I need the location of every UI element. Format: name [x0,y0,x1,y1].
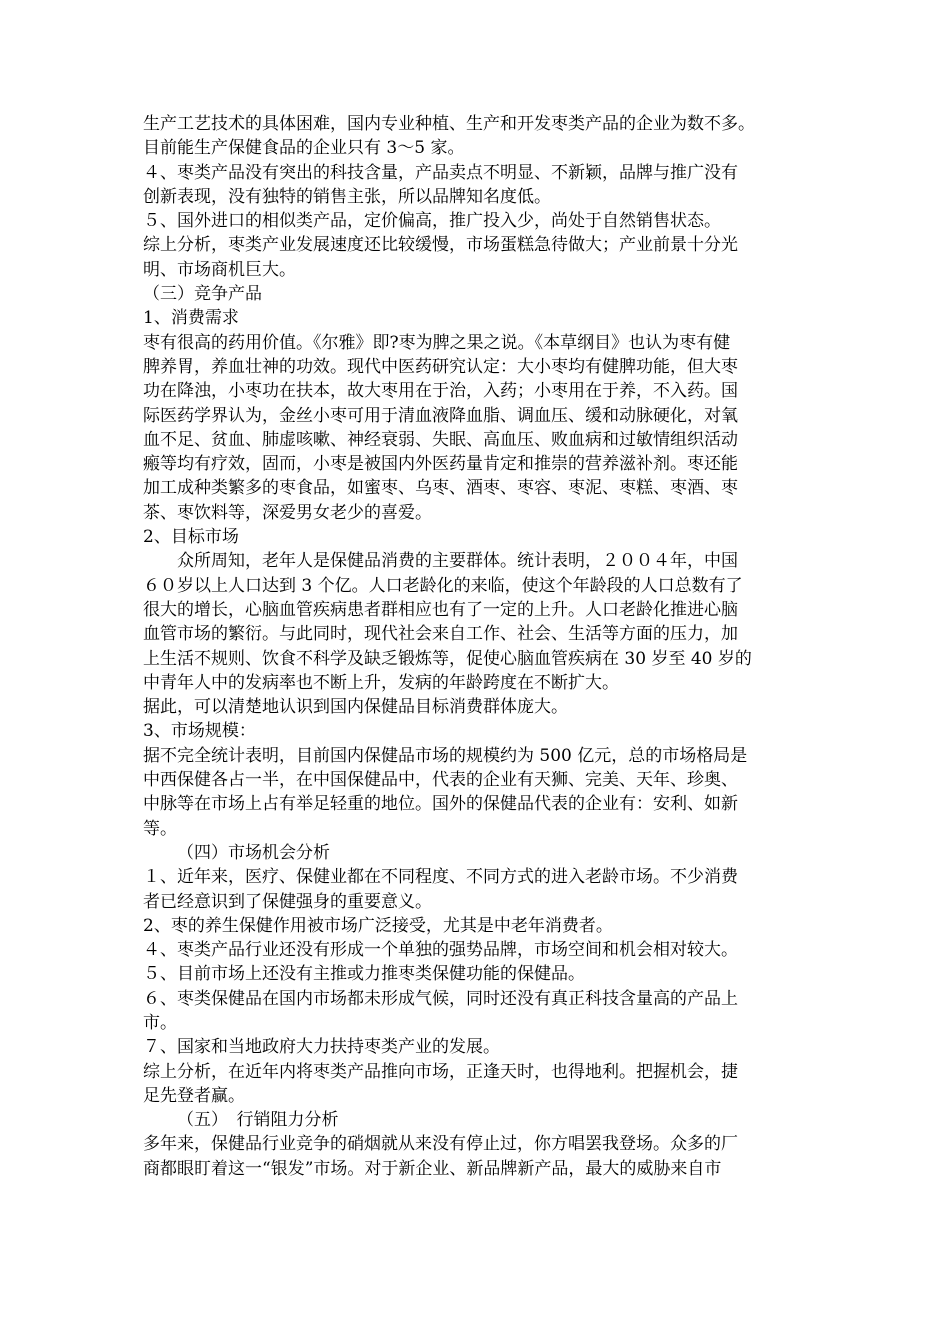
text-line: 据此，可以清楚地认识到国内保健品目标消费群体庞大。 [143,697,568,718]
text-line: 商都眼盯着这一“银发”市场。对于新企业、新品牌新产品，最大的威胁来自市 [143,1158,722,1179]
text-line: （五） 行销阻力分析 [177,1110,339,1131]
text-line: 枣有很高的药用价值。《尔雅》即?枣为脾之果之说。《本草纲目》也认为枣有健 [143,332,731,353]
text-line: 等。 [143,818,177,839]
text-line: 加工成种类繁多的枣食品，如蜜枣、乌枣、酒枣、枣容、枣泥、枣糕、枣酒、枣 [143,478,738,499]
text-line: 综上分析，枣类产业发展速度还比较缓慢，市场蛋糕急待做大；产业前景十分光 [143,235,738,256]
text-line: 创新表现，没有独特的销售主张，所以品牌知名度低。 [143,186,551,207]
text-line: ４、枣类产品行业还没有形成一个单独的强势品牌，市场空间和机会相对较大。 [143,940,738,961]
text-line: 市。 [143,1012,177,1033]
text-line: 综上分析，在近年内将枣类产品推向市场，正逢天时，也得地利。把握机会，捷 [143,1061,738,1082]
text-line: 3、市场规模： [143,721,256,742]
text-line: 据不完全统计表明，目前国内保健品市场的规模约为 500 亿元，总的市场格局是 [143,745,748,766]
text-line: 2、目标市场 [143,527,239,548]
text-line: １、近年来，医疗、保健业都在不同程度、不同方式的进入老龄市场。不少消费 [143,867,738,888]
text-line: ６０岁以上人口达到 3 个亿。人口老龄化的来临，使这个年龄段的人口总数有了 [143,575,743,596]
text-line: 很大的增长，心脑血管疾病患者群相应也有了一定的上升。人口老龄化推进心脑 [143,599,738,620]
text-line: 中脉等在市场上占有举足轻重的地位。国外的保健品代表的企业有：安利、如新 [143,794,738,815]
text-line: 多年来，保健品行业竞争的硝烟就从来没有停止过，你方唱罢我登场。众多的厂 [143,1134,738,1155]
text-line: 功在降浊，小枣功在扶本，故大枣用在于治，入药；小枣用在于养，不入药。国 [143,381,738,402]
text-line: 血管市场的繁衍。与此同时，现代社会来自工作、社会、生活等方面的压力，加 [143,624,738,645]
text-line: 瘢等均有疗效，固而，小枣是被国内外医药量肯定和推崇的营养滋补剂。枣还能 [143,454,738,475]
text-line: 众所周知，老年人是保健品消费的主要群体。统计表明，２００４年，中国 [177,551,738,572]
text-line: 目前能生产保健食品的企业只有 3～5 家。 [143,138,465,159]
text-line: ４、枣类产品没有突出的科技含量，产品卖点不明显、不新颖，品牌与推广没有 [143,162,738,183]
text-line: （三）竞争产品 [143,284,262,305]
text-line: 中青年人中的发病率也不断上升，发病的年龄跨度在不断扩大。 [143,672,619,693]
text-line: ５、目前市场上还没有主推或力推枣类保健功能的保健品。 [143,964,585,985]
document-body [143,112,813,1181]
text-line: 1、消费需求 [143,308,239,329]
text-line: 脾养胃，养血壮神的功效。现代中医药研究认定：大小枣均有健脾功能，但大枣 [143,356,738,377]
text-line: 2、枣的养生保健作用被市场广泛接受，尤其是中老年消费者。 [143,915,613,936]
text-line: 中西保健各占一半，在中国保健品中，代表的企业有天狮、完美、天年、珍奥、 [143,770,738,791]
text-line: 者已经意识到了保健强身的重要意义。 [143,891,432,912]
text-line: 明、市场商机巨大。 [143,259,296,280]
text-line: 际医药学界认为，金丝小枣可用于清血液降血脂、调血压、缓和动脉硬化，对氧 [143,405,738,426]
text-line: ５、国外进口的相似类产品，定价偏高，推广投入少，尚处于自然销售状态。 [143,211,721,232]
text-line: （四）市场机会分析 [177,842,330,863]
document-page [143,112,813,1181]
text-line: 茶、枣饮料等，深爱男女老少的喜爱。 [143,502,432,523]
text-line: ６、枣类保健品在国内市场都未形成气候，同时还没有真正科技含量高的产品上 [143,988,738,1009]
text-line: 血不足、贫血、肺虚咳嗽、神经衰弱、失眠、高血压、败血病和过敏情组织活动 [143,429,738,450]
text-line: 上生活不规则、饮食不科学及缺乏锻炼等，促使心脑血管疾病在 30 岁至 40 岁的 [143,648,752,669]
text-line: 生产工艺技术的具体困难，国内专业种植、生产和开发枣类产品的企业为数不多。 [143,114,755,134]
text-line: ７、国家和当地政府大力扶持枣类产业的发展。 [143,1037,500,1058]
text-line: 足先登者赢。 [143,1085,245,1106]
